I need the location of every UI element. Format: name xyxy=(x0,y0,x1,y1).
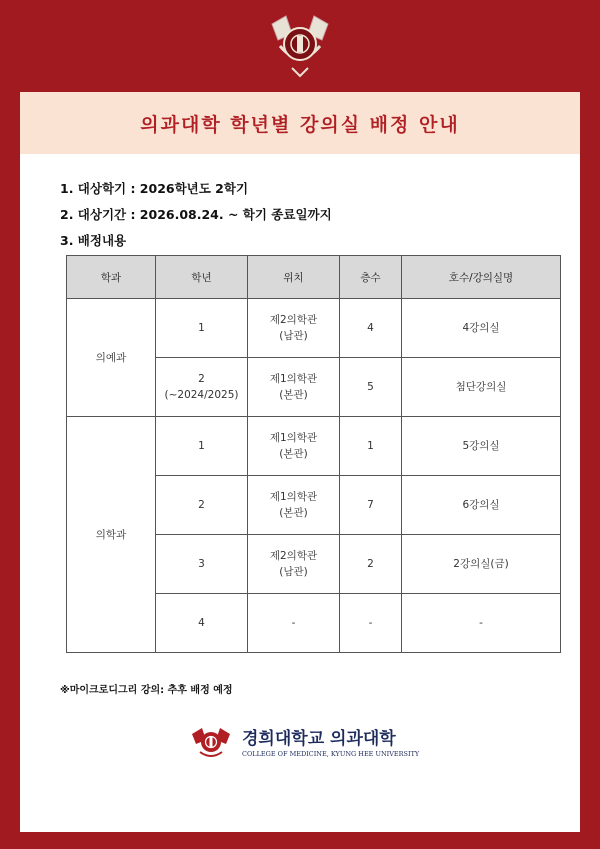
header-floor: 층수 xyxy=(340,256,402,299)
page-title: 의과대학 학년별 강의실 배정 안내 xyxy=(140,113,460,136)
table-row xyxy=(67,299,561,358)
title-band xyxy=(20,92,580,154)
department-cell: 의학과 xyxy=(67,417,156,653)
document-sheet xyxy=(20,92,580,832)
footer-university-english: COLLEGE OF MEDICINE, KYUNG HEE UNIVERSITY xyxy=(242,750,420,758)
grade-cell: 1 xyxy=(156,299,248,358)
floor-cell: 5 xyxy=(340,358,402,417)
floor-cell: 7 xyxy=(340,476,402,535)
location-cell: 제1의학관 (본관) xyxy=(248,417,340,476)
location-cell: - xyxy=(248,594,340,653)
room-cell: 6강의실 xyxy=(402,476,561,535)
info-semester: 1. 대상학기 : 2026학년도 2학기 xyxy=(60,181,249,196)
room-cell: - xyxy=(402,594,561,653)
room-cell: 첨단강의실 xyxy=(402,358,561,417)
footer-university-name: 경희대학교 의과대학 xyxy=(242,729,396,749)
room-cell: 4강의실 xyxy=(402,299,561,358)
room-cell: 2강의실(금) xyxy=(402,535,561,594)
header-location: 위치 xyxy=(248,256,340,299)
header-grade: 학년 xyxy=(156,256,248,299)
location-cell: 제1의학관 (본관) xyxy=(248,476,340,535)
floor-cell: - xyxy=(340,594,402,653)
microdegree-note: ※마이크로디그리 강의: 추후 배정 예정 xyxy=(60,685,233,696)
grade-cell: 3 xyxy=(156,535,248,594)
info-period: 2. 대상기간 : 2026.08.24. ~ 학기 종료일까지 xyxy=(60,207,332,222)
grade-cell: 2 xyxy=(156,476,248,535)
classroom-assignment-table xyxy=(66,255,561,653)
university-crest-icon xyxy=(266,10,334,82)
grade-cell: 1 xyxy=(156,417,248,476)
header-room: 호수/강의실명 xyxy=(402,256,561,299)
department-cell: 의예과 xyxy=(67,299,156,417)
location-cell: 제2의학관 (남관) xyxy=(248,299,340,358)
floor-cell: 4 xyxy=(340,299,402,358)
university-logo-icon xyxy=(190,724,232,760)
grade-cell: 2 (~2024/2025) xyxy=(156,358,248,417)
grade-cell: 4 xyxy=(156,594,248,653)
location-cell: 제1의학관 (본관) xyxy=(248,358,340,417)
floor-cell: 2 xyxy=(340,535,402,594)
footer-logo-block xyxy=(190,724,420,764)
table-row xyxy=(67,417,561,476)
header-department: 학과 xyxy=(67,256,156,299)
location-cell: 제2의학관 (남관) xyxy=(248,535,340,594)
table-header-row xyxy=(67,256,561,299)
info-contents-heading: 3. 배정내용 xyxy=(60,233,127,248)
floor-cell: 1 xyxy=(340,417,402,476)
room-cell: 5강의실 xyxy=(402,417,561,476)
